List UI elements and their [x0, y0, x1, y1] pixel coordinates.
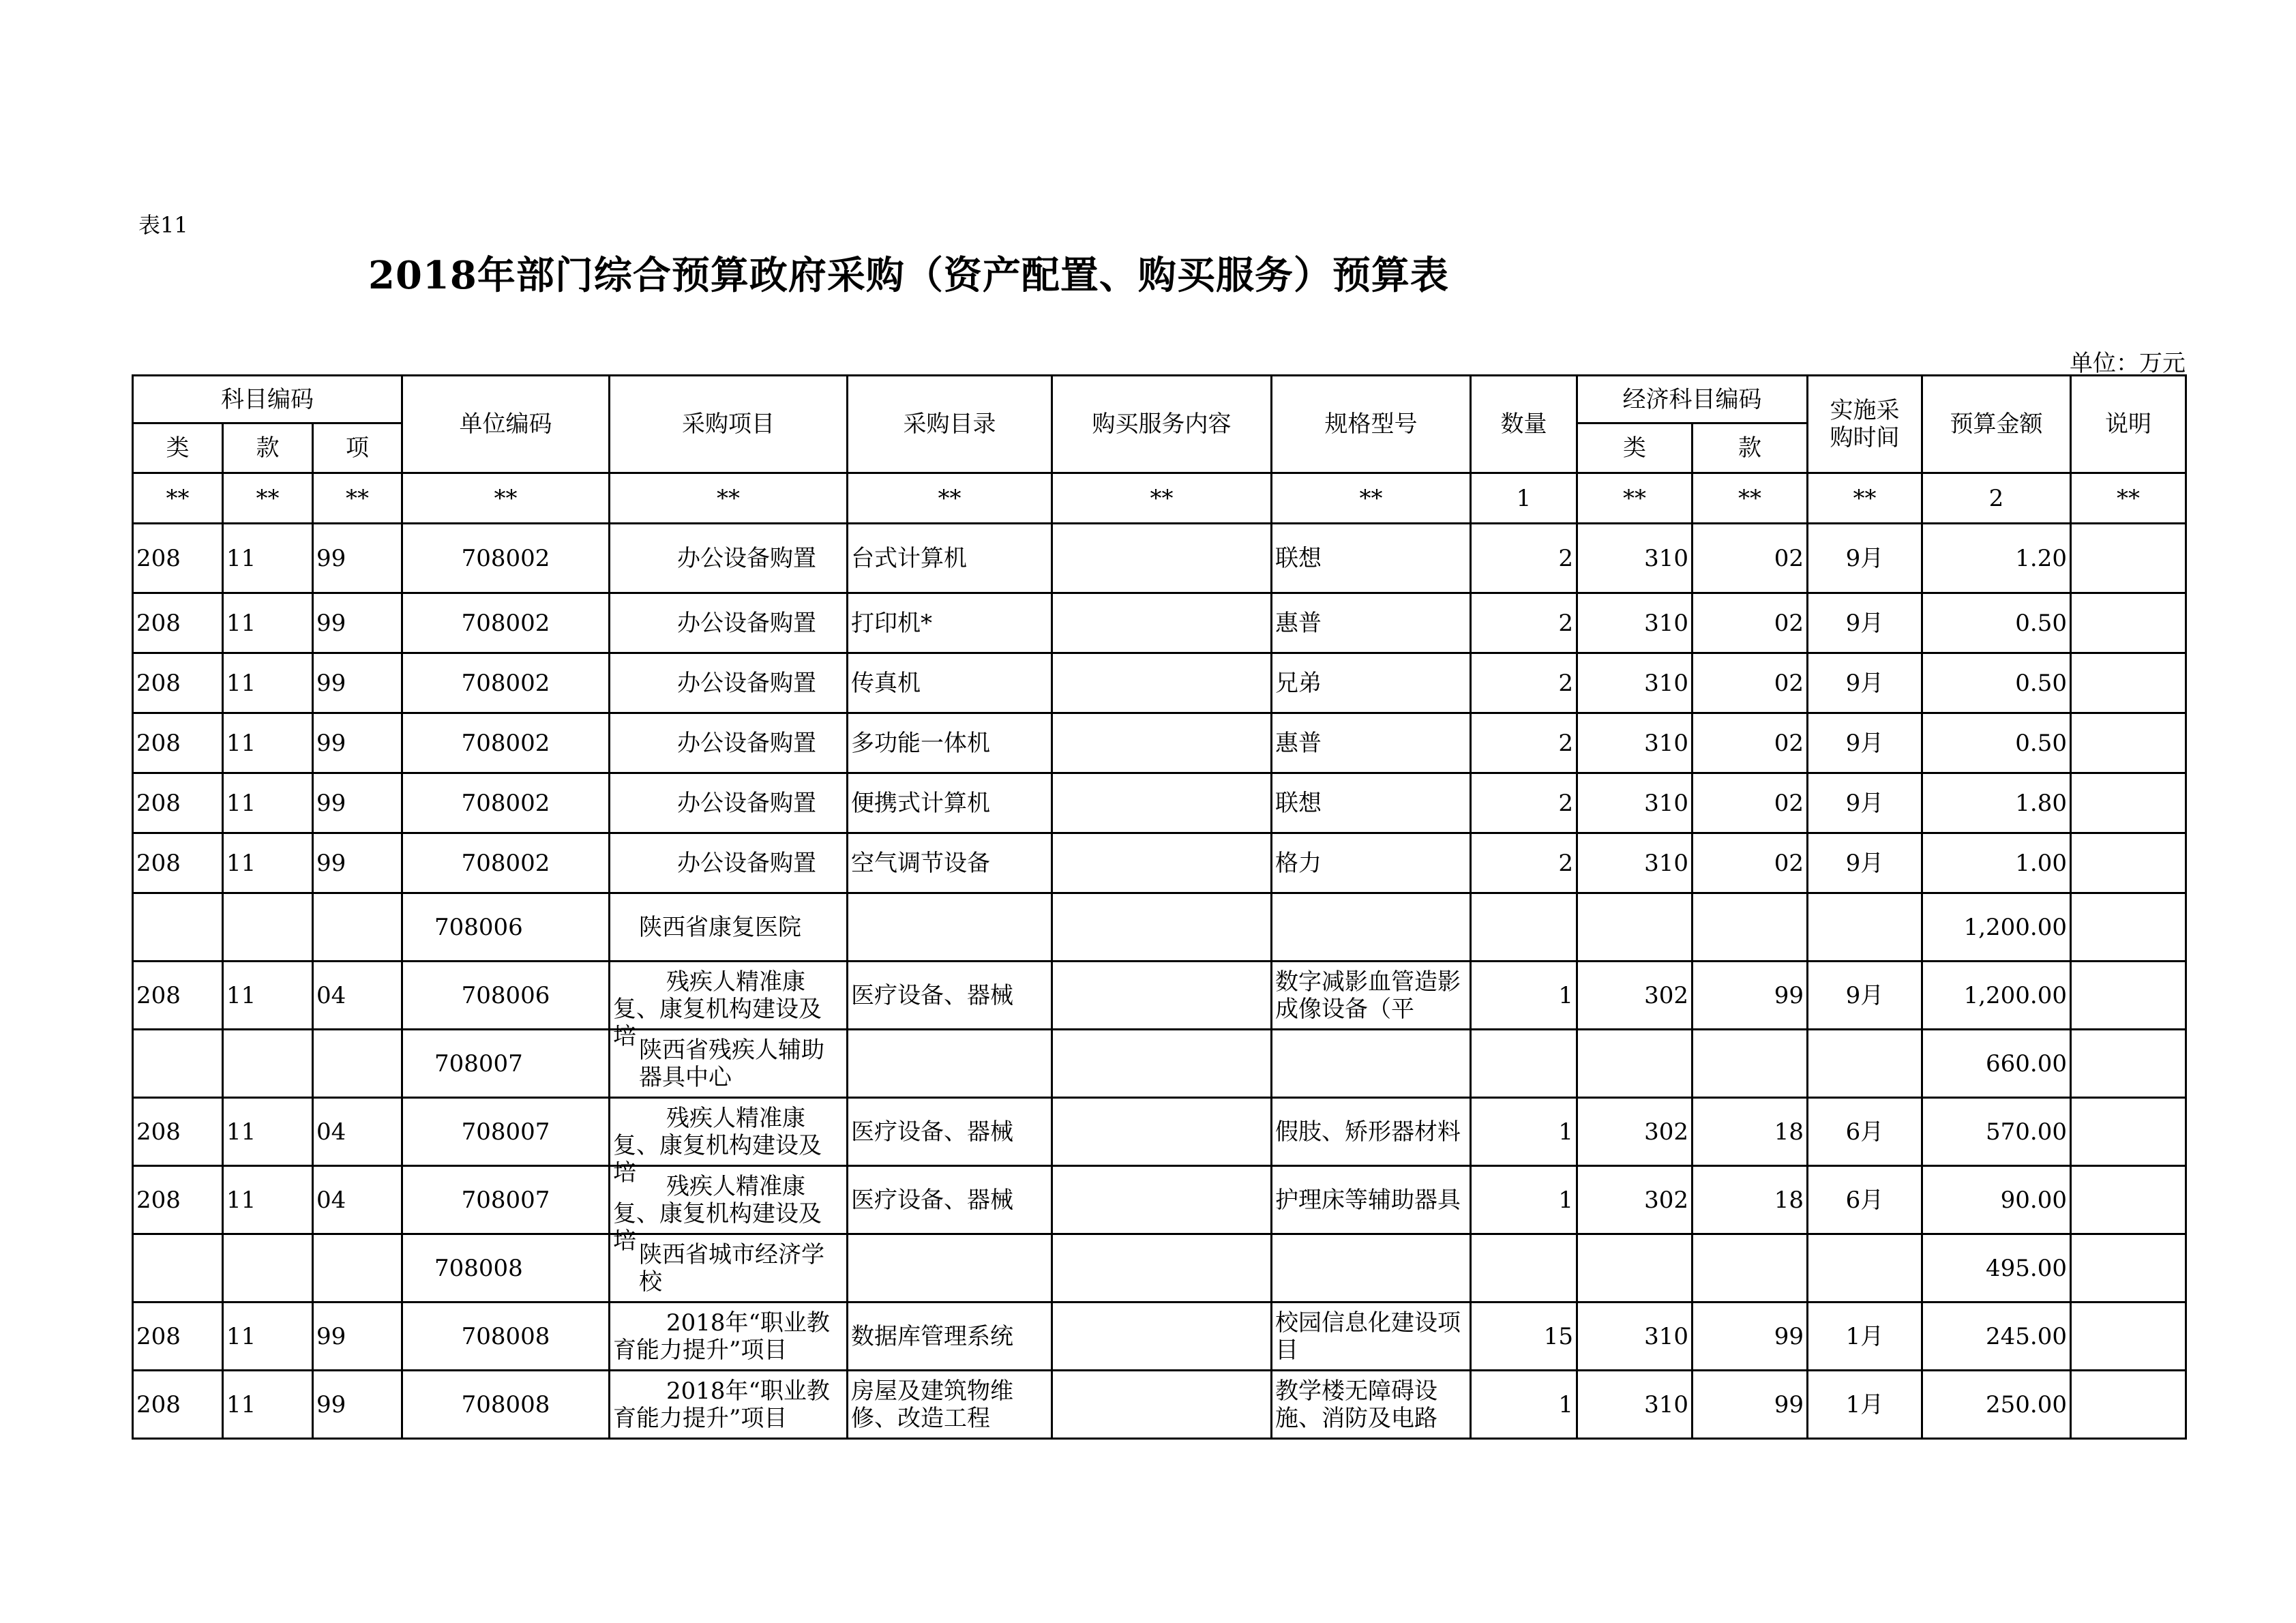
cell-econ-kuan: 02	[1693, 773, 1808, 833]
cell-proc-item-text: 2018年“职业教育能力提升”项目	[613, 1309, 830, 1364]
cell-quantity	[1471, 893, 1577, 962]
header-amount: 预算金额	[1922, 376, 2071, 473]
cell-impl-time: 6月	[1808, 1166, 1922, 1234]
cell-proc-item	[610, 1302, 848, 1371]
cell-kuan: 11	[223, 524, 313, 593]
marker-cell: **	[1052, 473, 1272, 524]
cell-econ-lei: 302	[1577, 1098, 1693, 1166]
cell-quantity: 1	[1471, 1371, 1577, 1439]
cell-impl-time: 9月	[1808, 653, 1922, 713]
cell-lei: 208	[133, 713, 223, 773]
cell-amount: 495.00	[1922, 1234, 2071, 1302]
cell-amount: 0.50	[1922, 653, 2071, 713]
table-row	[133, 1234, 2186, 1302]
cell-lei: 208	[133, 593, 223, 653]
marker-cell: **	[2071, 473, 2186, 524]
budget-table	[132, 374, 2187, 1440]
cell-xiang	[313, 893, 402, 962]
cell-lei: 208	[133, 1166, 223, 1234]
cell-kuan: 11	[223, 1166, 313, 1234]
cell-note	[2071, 893, 2186, 962]
marker-cell: 1	[1471, 473, 1577, 524]
header-proc-catalog: 采购目录	[848, 376, 1052, 473]
cell-unit-code: 708002	[402, 773, 610, 833]
header-row-1	[133, 376, 2186, 423]
cell-spec	[1272, 1302, 1471, 1371]
cell-proc-item-text: 陕西省城市经济学校	[639, 1240, 824, 1296]
header-note: 说明	[2071, 376, 2186, 473]
cell-proc-catalog: 医疗设备、器械	[848, 1166, 1052, 1234]
cell-unit-code: 708008	[402, 1371, 610, 1439]
cell-proc-item	[610, 1098, 848, 1187]
cell-kuan: 11	[223, 1098, 313, 1166]
cell-spec	[1272, 1166, 1471, 1234]
cell-econ-kuan	[1693, 893, 1808, 962]
cell-xiang	[313, 1030, 402, 1098]
cell-impl-time	[1808, 1030, 1922, 1098]
cell-service-content	[1052, 893, 1272, 962]
marker-cell: **	[610, 473, 848, 524]
marker-cell: **	[313, 473, 402, 524]
cell-service-content	[1052, 1234, 1272, 1302]
unit-label: 单位：万元	[2070, 350, 2186, 377]
cell-proc-item: 办公设备购置	[610, 773, 848, 833]
marker-cell: **	[848, 473, 1052, 524]
cell-lei: 208	[133, 962, 223, 1030]
table-row	[133, 593, 2186, 653]
cell-service-content	[1052, 713, 1272, 773]
cell-econ-lei: 310	[1577, 773, 1693, 833]
cell-quantity: 2	[1471, 773, 1577, 833]
cell-unit-code: 708007	[402, 1098, 610, 1166]
marker-cell: 2	[1922, 473, 2071, 524]
cell-quantity	[1471, 1030, 1577, 1098]
cell-quantity: 1	[1471, 1098, 1577, 1166]
cell-note	[2071, 1030, 2186, 1098]
cell-kuan: 11	[223, 773, 313, 833]
cell-spec-text: 假肢、矫形器材料	[1275, 1118, 1461, 1146]
cell-spec: 联想	[1272, 524, 1471, 593]
marker-cell: **	[133, 473, 223, 524]
cell-unit-code: 708002	[402, 593, 610, 653]
header-xiang: 项	[313, 423, 402, 473]
cell-econ-kuan: 18	[1693, 1166, 1808, 1234]
cell-proc-catalog: 空气调节设备	[848, 833, 1052, 893]
header-subject-code: 科目编码	[133, 376, 402, 423]
cell-spec: 惠普	[1272, 713, 1471, 773]
cell-proc-item: 陕西省康复医院	[610, 893, 848, 962]
cell-econ-lei	[1577, 1234, 1693, 1302]
cell-note	[2071, 1234, 2186, 1302]
table-row	[133, 1302, 2186, 1371]
cell-amount: 90.00	[1922, 1166, 2071, 1234]
page-title: 2018年部门综合预算政府采购（资产配置、购买服务）预算表	[368, 253, 1449, 298]
cell-xiang: 04	[313, 962, 402, 1030]
cell-econ-lei: 310	[1577, 593, 1693, 653]
cell-econ-kuan: 02	[1693, 653, 1808, 713]
cell-econ-lei: 310	[1577, 1302, 1693, 1371]
cell-impl-time: 1月	[1808, 1371, 1922, 1439]
marker-cell: **	[1577, 473, 1693, 524]
cell-proc-item-text: 陕西省残疾人辅助器具中心	[639, 1036, 824, 1091]
cell-amount: 570.00	[1922, 1098, 2071, 1166]
cell-xiang: 99	[313, 1302, 402, 1371]
cell-service-content	[1052, 1030, 1272, 1098]
cell-kuan: 11	[223, 713, 313, 773]
cell-econ-kuan: 02	[1693, 524, 1808, 593]
cell-service-content	[1052, 833, 1272, 893]
cell-impl-time: 9月	[1808, 773, 1922, 833]
cell-amount: 1.00	[1922, 833, 2071, 893]
cell-impl-time	[1808, 1234, 1922, 1302]
cell-note	[2071, 524, 2186, 593]
header-kuan: 款	[223, 423, 313, 473]
table-row	[133, 653, 2186, 713]
cell-proc-catalog: 医疗设备、器械	[848, 962, 1052, 1030]
cell-econ-lei: 310	[1577, 524, 1693, 593]
header-impl-time: 实施采购时间	[1808, 376, 1922, 473]
header-spec: 规格型号	[1272, 376, 1471, 473]
cell-econ-kuan: 99	[1693, 1302, 1808, 1371]
cell-proc-item: 办公设备购置	[610, 524, 848, 593]
cell-unit-code: 708008	[402, 1234, 610, 1302]
cell-unit-code: 708008	[402, 1302, 610, 1371]
table-number: 表11	[138, 212, 188, 238]
cell-proc-item-text: 残疾人精准康复、康复机构建设及培	[613, 1172, 822, 1255]
cell-proc-item: 办公设备购置	[610, 833, 848, 893]
cell-econ-kuan: 02	[1693, 833, 1808, 893]
cell-unit-code: 708002	[402, 653, 610, 713]
cell-spec	[1272, 893, 1471, 962]
cell-note	[2071, 833, 2186, 893]
cell-impl-time: 9月	[1808, 524, 1922, 593]
cell-impl-time: 9月	[1808, 713, 1922, 773]
cell-impl-time: 6月	[1808, 1098, 1922, 1166]
cell-proc-catalog: 多功能一体机	[848, 713, 1052, 773]
header-econ-kuan: 款	[1693, 423, 1808, 473]
cell-service-content	[1052, 773, 1272, 833]
cell-xiang: 99	[313, 593, 402, 653]
cell-unit-code: 708007	[402, 1030, 610, 1098]
cell-econ-lei: 302	[1577, 1166, 1693, 1234]
cell-spec: 惠普	[1272, 593, 1471, 653]
cell-econ-kuan: 18	[1693, 1098, 1808, 1166]
cell-service-content	[1052, 1098, 1272, 1166]
cell-proc-item	[610, 1371, 848, 1439]
cell-lei: 208	[133, 833, 223, 893]
cell-service-content	[1052, 1166, 1272, 1234]
cell-note	[2071, 773, 2186, 833]
cell-quantity: 1	[1471, 1166, 1577, 1234]
cell-proc-item: 办公设备购置	[610, 593, 848, 653]
cell-lei	[133, 1234, 223, 1302]
cell-service-content	[1052, 1302, 1272, 1371]
cell-econ-kuan: 99	[1693, 1371, 1808, 1439]
cell-xiang: 99	[313, 773, 402, 833]
cell-econ-kuan	[1693, 1234, 1808, 1302]
table-row	[133, 524, 2186, 593]
header-quantity: 数量	[1471, 376, 1577, 473]
cell-xiang: 99	[313, 1371, 402, 1439]
marker-row	[133, 473, 2186, 524]
cell-econ-lei: 310	[1577, 1371, 1693, 1439]
cell-proc-item	[610, 962, 848, 1050]
cell-kuan: 11	[223, 1371, 313, 1439]
cell-amount: 0.50	[1922, 593, 2071, 653]
cell-proc-item	[610, 1234, 848, 1302]
table-row	[133, 1098, 2186, 1166]
table-row	[133, 773, 2186, 833]
cell-proc-catalog: 医疗设备、器械	[848, 1098, 1052, 1166]
cell-amount: 0.50	[1922, 713, 2071, 773]
cell-spec	[1272, 1030, 1471, 1098]
header-lei: 类	[133, 423, 223, 473]
cell-proc-catalog: 打印机*	[848, 593, 1052, 653]
cell-proc-catalog	[848, 1371, 1052, 1439]
cell-impl-time: 9月	[1808, 962, 1922, 1030]
cell-note	[2071, 1098, 2186, 1166]
cell-quantity	[1471, 1234, 1577, 1302]
cell-econ-lei: 310	[1577, 713, 1693, 773]
table-row	[133, 833, 2186, 893]
table-row	[133, 1030, 2186, 1098]
cell-econ-lei: 310	[1577, 833, 1693, 893]
marker-cell: **	[1272, 473, 1471, 524]
table-row	[133, 1371, 2186, 1439]
cell-proc-catalog	[848, 1234, 1052, 1302]
cell-xiang: 99	[313, 713, 402, 773]
cell-amount: 250.00	[1922, 1371, 2071, 1439]
cell-note	[2071, 1371, 2186, 1439]
marker-cell: **	[402, 473, 610, 524]
cell-kuan	[223, 1234, 313, 1302]
cell-impl-time: 9月	[1808, 593, 1922, 653]
header-service-content: 购买服务内容	[1052, 376, 1272, 473]
cell-quantity: 2	[1471, 833, 1577, 893]
cell-kuan: 11	[223, 653, 313, 713]
cell-xiang	[313, 1234, 402, 1302]
table-row	[133, 713, 2186, 773]
cell-unit-code: 708002	[402, 524, 610, 593]
cell-proc-catalog: 便携式计算机	[848, 773, 1052, 833]
cell-spec	[1272, 1234, 1471, 1302]
cell-proc-catalog: 传真机	[848, 653, 1052, 713]
cell-kuan	[223, 893, 313, 962]
cell-unit-code: 708006	[402, 893, 610, 962]
cell-quantity: 2	[1471, 653, 1577, 713]
cell-proc-catalog-text: 房屋及建筑物维修、改造工程	[851, 1377, 1013, 1432]
cell-note	[2071, 713, 2186, 773]
cell-proc-item: 办公设备购置	[610, 653, 848, 713]
cell-lei	[133, 1030, 223, 1098]
cell-proc-catalog: 台式计算机	[848, 524, 1052, 593]
cell-kuan: 11	[223, 962, 313, 1030]
cell-xiang: 04	[313, 1098, 402, 1166]
cell-kuan: 11	[223, 1302, 313, 1371]
cell-spec: 格力	[1272, 833, 1471, 893]
cell-lei: 208	[133, 773, 223, 833]
cell-note	[2071, 1166, 2186, 1234]
cell-unit-code: 708007	[402, 1166, 610, 1234]
cell-econ-kuan	[1693, 1030, 1808, 1098]
cell-proc-catalog	[848, 1030, 1052, 1098]
cell-quantity: 2	[1471, 524, 1577, 593]
cell-lei	[133, 893, 223, 962]
cell-xiang: 99	[313, 833, 402, 893]
cell-amount: 1.20	[1922, 524, 2071, 593]
cell-lei: 208	[133, 1098, 223, 1166]
cell-spec	[1272, 962, 1471, 1030]
header-econ-code: 经济科目编码	[1577, 376, 1808, 423]
cell-lei: 208	[133, 524, 223, 593]
header-unit-code: 单位编码	[402, 376, 610, 473]
cell-lei: 208	[133, 1371, 223, 1439]
cell-kuan: 11	[223, 833, 313, 893]
cell-quantity: 15	[1471, 1302, 1577, 1371]
cell-kuan: 11	[223, 593, 313, 653]
cell-econ-lei: 302	[1577, 962, 1693, 1030]
marker-cell: **	[223, 473, 313, 524]
cell-econ-kuan: 99	[1693, 962, 1808, 1030]
table-row	[133, 1166, 2186, 1234]
cell-unit-code: 708006	[402, 962, 610, 1030]
cell-spec-text: 教学楼无障碍设施、消防及电路	[1275, 1377, 1437, 1432]
cell-amount: 1,200.00	[1922, 893, 2071, 962]
cell-econ-kuan: 02	[1693, 593, 1808, 653]
cell-quantity: 2	[1471, 593, 1577, 653]
cell-xiang: 99	[313, 524, 402, 593]
cell-unit-code: 708002	[402, 833, 610, 893]
cell-lei: 208	[133, 653, 223, 713]
cell-kuan	[223, 1030, 313, 1098]
cell-proc-catalog: 数据库管理系统	[848, 1302, 1052, 1371]
cell-econ-kuan: 02	[1693, 713, 1808, 773]
cell-econ-lei	[1577, 893, 1693, 962]
cell-proc-item: 办公设备购置	[610, 713, 848, 773]
cell-service-content	[1052, 524, 1272, 593]
marker-cell: **	[1693, 473, 1808, 524]
cell-service-content	[1052, 653, 1272, 713]
cell-quantity: 1	[1471, 962, 1577, 1030]
table-row	[133, 962, 2186, 1030]
cell-proc-item	[610, 1030, 848, 1098]
cell-econ-lei: 310	[1577, 653, 1693, 713]
cell-impl-time: 9月	[1808, 833, 1922, 893]
cell-proc-item-text: 残疾人精准康复、康复机构建设及培	[613, 1104, 822, 1187]
header-econ-lei: 类	[1577, 423, 1693, 473]
cell-spec-text: 校园信息化建设项目	[1275, 1309, 1461, 1364]
cell-proc-item	[610, 1166, 848, 1255]
cell-amount: 245.00	[1922, 1302, 2071, 1371]
cell-xiang: 04	[313, 1166, 402, 1234]
cell-spec-text: 护理床等辅助器具	[1275, 1186, 1461, 1214]
cell-amount: 660.00	[1922, 1030, 2071, 1098]
marker-cell: **	[1808, 473, 1922, 524]
cell-impl-time	[1808, 893, 1922, 962]
table-row	[133, 893, 2186, 962]
cell-spec	[1272, 1098, 1471, 1166]
cell-note	[2071, 962, 2186, 1030]
cell-note	[2071, 1302, 2186, 1371]
cell-spec: 联想	[1272, 773, 1471, 833]
cell-note	[2071, 593, 2186, 653]
cell-service-content	[1052, 593, 1272, 653]
cell-econ-lei	[1577, 1030, 1693, 1098]
cell-amount: 1.80	[1922, 773, 2071, 833]
cell-spec: 兄弟	[1272, 653, 1471, 713]
cell-impl-time: 1月	[1808, 1302, 1922, 1371]
header-proc-item: 采购项目	[610, 376, 848, 473]
cell-proc-item-text: 残疾人精准康复、康复机构建设及培	[613, 968, 822, 1050]
cell-spec-text: 数字减影血管造影成像设备（平	[1275, 968, 1461, 1023]
cell-proc-item-text: 2018年“职业教育能力提升”项目	[613, 1377, 830, 1432]
cell-service-content	[1052, 962, 1272, 1030]
cell-service-content	[1052, 1371, 1272, 1439]
cell-amount: 1,200.00	[1922, 962, 2071, 1030]
cell-lei: 208	[133, 1302, 223, 1371]
cell-note	[2071, 653, 2186, 713]
cell-quantity: 2	[1471, 713, 1577, 773]
cell-xiang: 99	[313, 653, 402, 713]
cell-proc-catalog	[848, 893, 1052, 962]
cell-unit-code: 708002	[402, 713, 610, 773]
cell-spec	[1272, 1371, 1471, 1439]
